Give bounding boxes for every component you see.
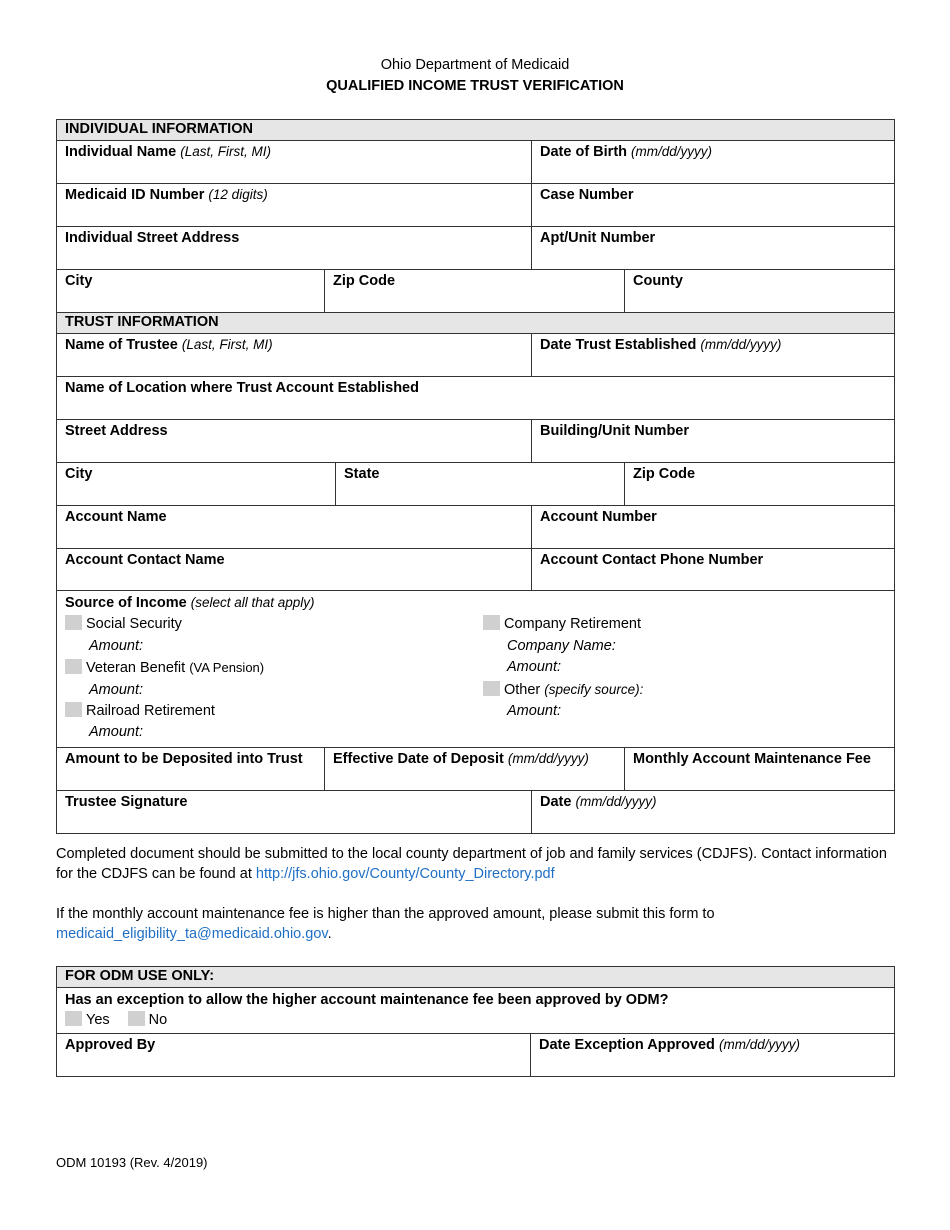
deposit-amount-label: Amount to be Deposited into Trust	[65, 750, 303, 767]
form-title: QUALIFIED INCOME TRUST VERIFICATION	[326, 78, 624, 94]
odm-exception-question: Has an exception to allow the higher account maintenance fee been approved by ODM?	[65, 992, 669, 1008]
account-number-field[interactable]	[532, 506, 895, 549]
trust-city-field[interactable]	[57, 463, 336, 506]
trust-street-field[interactable]	[57, 420, 532, 463]
other-income-amount[interactable]: Amount:	[507, 703, 561, 720]
signature-date-field[interactable]: Date (mm/dd/yyyy)	[532, 790, 895, 833]
case-number-field[interactable]	[532, 184, 895, 227]
deposit-amount-field[interactable]	[57, 747, 325, 790]
trust-state-label: State	[344, 466, 380, 482]
account-name-field[interactable]	[57, 506, 532, 549]
trust-city-label: City	[65, 466, 93, 482]
contact-phone-label: Account Contact Phone Number	[540, 552, 764, 568]
company-retirement-amount[interactable]: Amount:	[507, 659, 561, 676]
fee-instructions: If the monthly account maintenance fee is higher than the approved amount, please submit this form to medicaid_eligibility_ta@medicaid.ohio.gov.	[56, 906, 715, 942]
date-exception-approved-field[interactable]: Date Exception Approved (mm/dd/yyyy)	[531, 1034, 895, 1077]
dob-field[interactable]: Date of Birth (mm/dd/yyyy)	[532, 141, 895, 184]
income-source-cell: Source of Income (select all that apply) Social Security Amount: Veteran Benefit (VA Pension) Amount: Railroad Retirement Amount: Company Retirement Company Name: Amount: Other (specify source): Amount:	[57, 591, 895, 748]
veteran-benefit-amount[interactable]: Amount:	[89, 681, 143, 698]
individual-city-label: City	[65, 273, 93, 289]
individual-city-field[interactable]	[57, 270, 325, 313]
odm-use-table	[56, 966, 895, 1077]
individual-street-label: Individual Street Address	[65, 230, 240, 246]
income-source-label: Source of Income	[65, 595, 187, 611]
trust-zip-label: Zip Code	[633, 466, 696, 482]
contact-name-field[interactable]	[57, 549, 532, 591]
trust-location-label: Name of Location where Trust Account Established	[65, 380, 419, 396]
contact-name-label: Account Contact Name	[65, 552, 225, 568]
trust-state-field[interactable]	[336, 463, 625, 506]
date-exception-approved-label: Date Exception Approved	[539, 1037, 715, 1053]
individual-street-field[interactable]	[57, 227, 532, 270]
contact-phone-field[interactable]	[532, 549, 895, 591]
signature-date-label: Date	[540, 793, 572, 810]
trust-street-label: Street Address	[65, 423, 168, 439]
trust-section-header: TRUST INFORMATION	[57, 313, 895, 334]
veteran-benefit-checkbox[interactable]	[65, 659, 82, 674]
submission-instructions: Completed document should be submitted to the local county department of job and family services (CDJFS). Contact information for the CDJFS can be found at http://jfs.ohio.gov/County/County_Directory.pdf	[56, 846, 887, 882]
yes-checkbox[interactable]	[65, 1011, 82, 1026]
other-income-checkbox[interactable]	[483, 681, 500, 696]
main-form-table	[56, 119, 895, 834]
railroad-retirement-amount[interactable]: Amount:	[89, 724, 143, 741]
cdjfs-directory-link[interactable]: http://jfs.ohio.gov/County/County_Directory.pdf	[255, 866, 555, 882]
apt-field[interactable]	[532, 227, 895, 270]
odm-exception-cell: Has an exception to allow the higher account maintenance fee been approved by ODM? Yes No	[57, 988, 895, 1034]
social-security-amount[interactable]: Amount:	[89, 637, 143, 654]
trustee-name-field[interactable]: Name of Trustee (Last, First, MI)	[57, 334, 532, 377]
individual-zip-label: Zip Code	[333, 273, 396, 289]
county-field[interactable]	[625, 270, 895, 313]
social-security-checkbox[interactable]	[65, 615, 82, 630]
agency-name: Ohio Department of Medicaid	[380, 57, 570, 73]
approved-by-label: Approved By	[65, 1037, 156, 1053]
eligibility-email-link[interactable]: medicaid_eligibility_ta@medicaid.ohio.gov	[56, 926, 328, 942]
building-field[interactable]	[532, 420, 895, 463]
date-trust-established-field[interactable]: Date Trust Established (mm/dd/yyyy)	[532, 334, 895, 377]
no-checkbox[interactable]	[128, 1011, 145, 1026]
individual-name-label: Individual Name	[65, 144, 177, 160]
case-number-label: Case Number	[540, 187, 634, 203]
maintenance-fee-field[interactable]	[625, 747, 895, 790]
account-name-label: Account Name	[65, 509, 167, 525]
trustee-signature-field[interactable]	[57, 790, 532, 833]
approved-by-field[interactable]	[57, 1034, 531, 1077]
medicaid-id-field[interactable]: Medicaid ID Number (12 digits)	[57, 184, 532, 227]
company-name-field[interactable]: Company Name:	[507, 637, 616, 654]
account-number-label: Account Number	[540, 509, 657, 525]
maintenance-fee-label: Monthly Account Maintenance Fee	[633, 750, 871, 767]
company-retirement-checkbox[interactable]	[483, 615, 500, 630]
trustee-signature-label: Trustee Signature	[65, 793, 188, 810]
effective-date-field[interactable]: Effective Date of Deposit (mm/dd/yyyy)	[325, 747, 625, 790]
medicaid-id-label: Medicaid ID Number	[65, 187, 205, 203]
trust-location-field[interactable]	[57, 377, 895, 420]
individual-zip-field[interactable]	[325, 270, 625, 313]
county-label: County	[633, 273, 683, 289]
form-number: ODM 10193 (Rev. 4/2019)	[56, 1155, 208, 1170]
date-trust-established-label: Date Trust Established	[540, 337, 697, 353]
trustee-name-label: Name of Trustee	[65, 337, 178, 353]
apt-label: Apt/Unit Number	[540, 230, 656, 246]
trust-zip-field[interactable]	[625, 463, 895, 506]
individual-name-field[interactable]: Individual Name (Last, First, MI)	[57, 141, 532, 184]
dob-label: Date of Birth	[540, 144, 627, 160]
odm-section-header: FOR ODM USE ONLY:	[57, 967, 895, 988]
effective-date-label: Effective Date of Deposit	[333, 750, 504, 767]
railroad-retirement-checkbox[interactable]	[65, 702, 82, 717]
building-label: Building/Unit Number	[540, 423, 690, 439]
individual-section-header: INDIVIDUAL INFORMATION	[57, 120, 895, 141]
